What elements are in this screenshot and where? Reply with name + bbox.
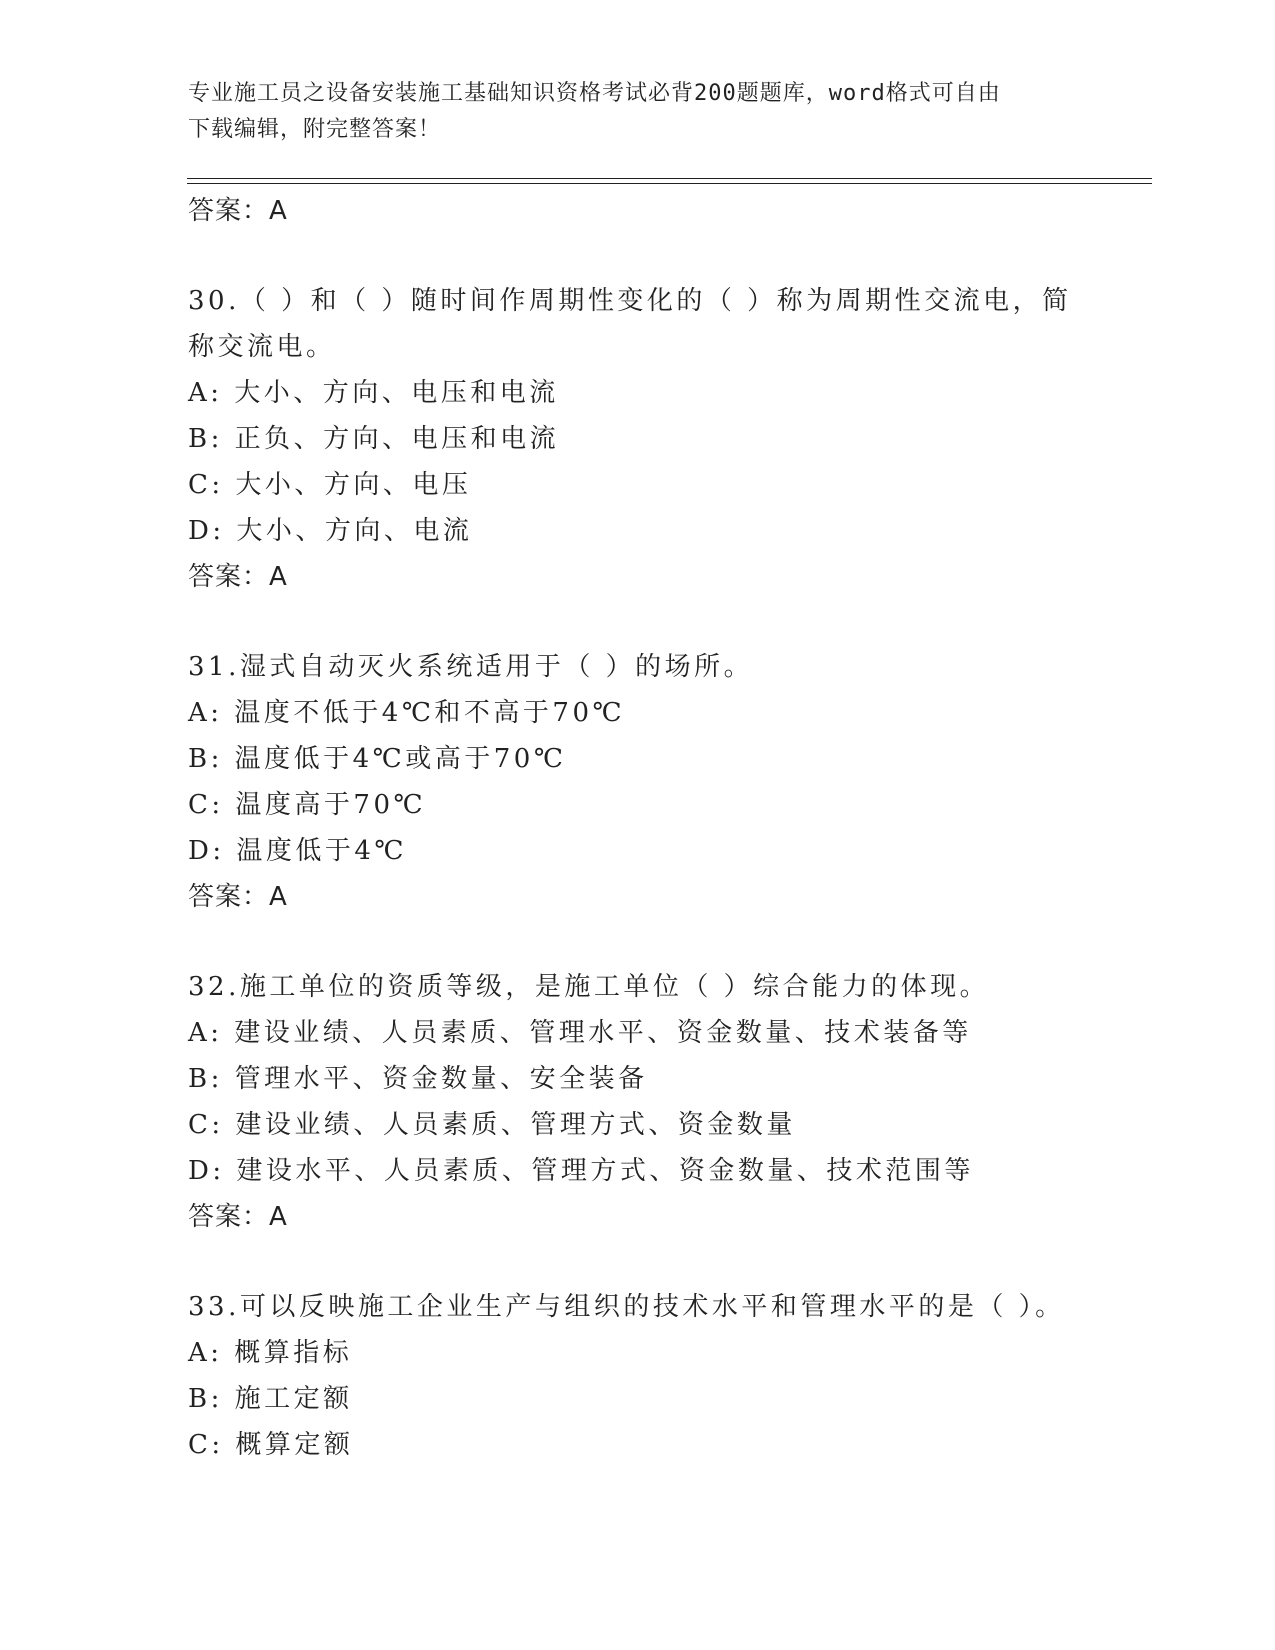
question-text: 30.（ ）和（ ）随时间作周期性变化的（ ）称为周期性交流电，简 — [188, 286, 1072, 316]
header-divider-bottom — [187, 183, 1152, 184]
option-c: C: 大小、方向、电压 — [188, 470, 472, 500]
question-32 — [188, 964, 1088, 1240]
option-c: C: 温度高于70℃ — [188, 790, 427, 820]
option-d: D: 建设水平、人员素质、管理方式、资金数量、技术范围等 — [188, 1156, 974, 1186]
option-a: A: 大小、方向、电压和电流 — [188, 378, 559, 408]
answer-line: 答案：A — [188, 882, 288, 912]
option-b: B: 管理水平、资金数量、安全装备 — [188, 1064, 648, 1094]
question-text: 32.施工单位的资质等级，是施工单位（ ）综合能力的体现。 — [188, 972, 990, 1002]
option-b: B: 施工定额 — [188, 1384, 353, 1414]
question-text-continued: 称交流电。 — [188, 332, 336, 362]
option-a: A: 温度不低于4℃和不高于70℃ — [188, 698, 626, 728]
header-line-2: 下载编辑，附完整答案！ — [188, 117, 442, 142]
header-divider-top — [187, 178, 1152, 179]
option-d: D: 大小、方向、电流 — [188, 516, 473, 546]
spacer — [188, 234, 1088, 278]
question-30 — [188, 278, 1088, 600]
header-line-1: 专业施工员之设备安装施工基础知识资格考试必背200题题库，word格式可自由 — [188, 81, 1001, 106]
option-c: C: 建设业绩、人员素质、管理方式、资金数量 — [188, 1110, 796, 1140]
question-31 — [188, 644, 1088, 920]
option-b: B: 温度低于4℃或高于70℃ — [188, 744, 567, 774]
spacer — [188, 1240, 1088, 1284]
spacer — [188, 920, 1088, 964]
option-a: A: 概算指标 — [188, 1338, 353, 1368]
document-header — [188, 76, 1088, 148]
option-d: D: 温度低于4℃ — [188, 836, 407, 866]
question-text: 33.可以反映施工企业生产与组织的技术水平和管理水平的是（ ）。 — [188, 1292, 1065, 1322]
option-c: C: 概算定额 — [188, 1430, 354, 1460]
answer-line: 答案：A — [188, 196, 288, 226]
question-33 — [188, 1284, 1088, 1468]
answer-line: 答案：A — [188, 562, 288, 592]
option-b: B: 正负、方向、电压和电流 — [188, 424, 560, 454]
question-text: 31.湿式自动灭火系统适用于（ ）的场所。 — [188, 652, 754, 682]
option-a: A: 建设业绩、人员素质、管理水平、资金数量、技术装备等 — [188, 1018, 972, 1048]
spacer — [188, 600, 1088, 644]
question-list — [188, 188, 1088, 1468]
answer-line: 答案：A — [188, 1202, 288, 1232]
